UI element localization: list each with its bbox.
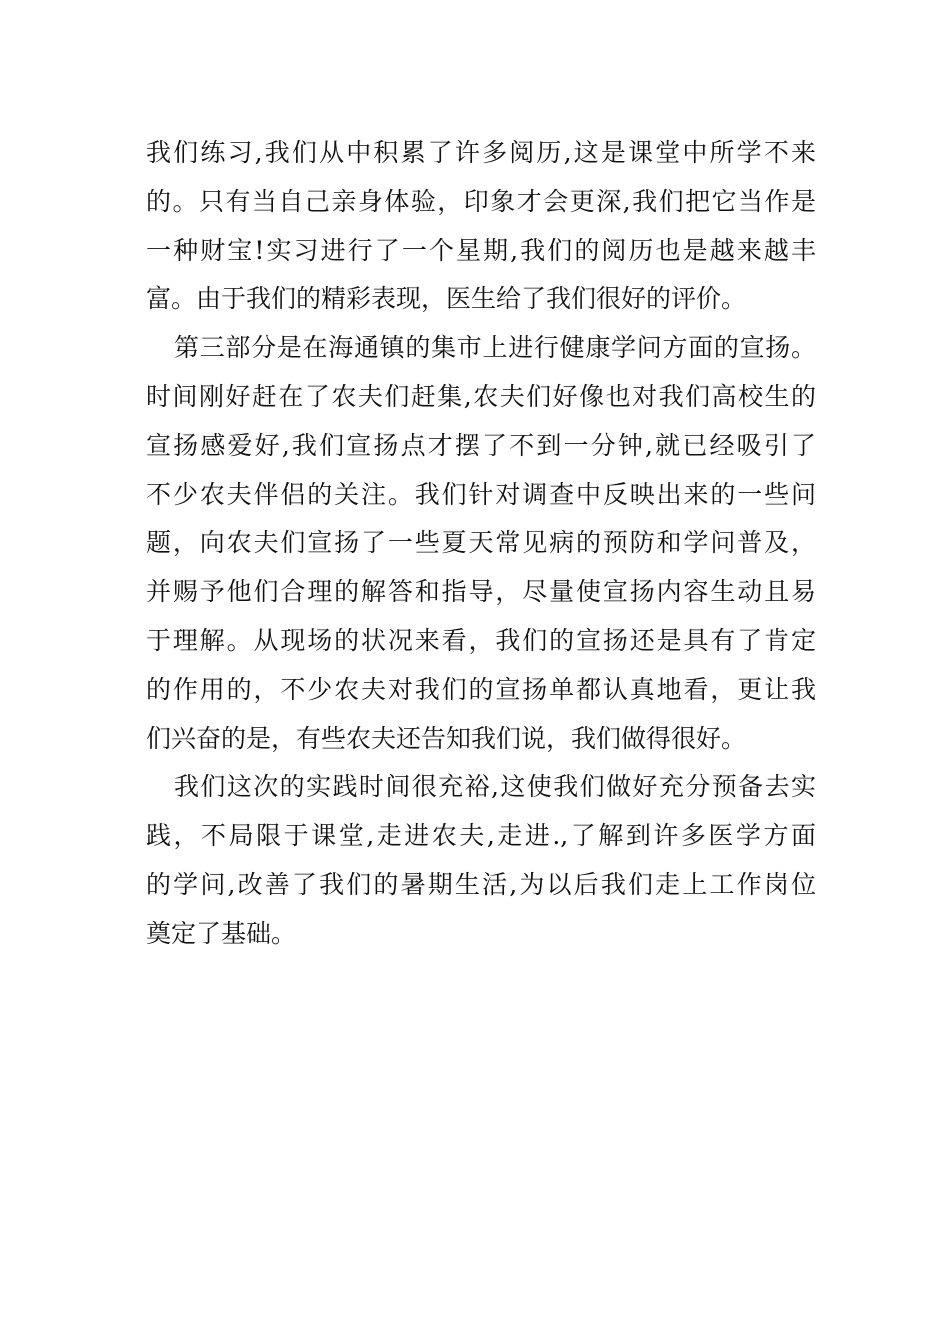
paragraph-1-line-2: 的。只有当自己亲身体验，印象才会更深,我们把它当作是 [146, 186, 816, 216]
paragraph-1-line-4: 富。由于我们的精彩表现，医生给了我们很好的评价。 [146, 284, 747, 314]
paragraph-2-line-2: 时间刚好赶在了农夫们赶集,农夫们好像也对我们高校生的 [146, 381, 816, 411]
paragraph-2-line-6: 并赐予他们合理的解答和指导，尽量使宣扬内容生动且易 [146, 577, 816, 607]
paragraph-2-line-3: 宣扬感爱好,我们宣扬点才摆了不到一分钟,就已经吸引了 [146, 430, 816, 460]
paragraph-1-line-1: 我们练习,我们从中积累了许多阅历,这是课堂中所学不来 [146, 138, 816, 167]
paragraph-3-line-4: 奠定了基础。 [146, 918, 297, 948]
paragraph-3-line-2: 践，不局限于课堂,走进农夫,走进.,了解到许多医学方面 [146, 821, 816, 851]
paragraph-3-line-3: 的学问,改善了我们的暑期生活,为以后我们走上工作岗位 [146, 869, 816, 899]
paragraph-2-line-5: 题，向农夫们宣扬了一些夏天常见病的预防和学问普及， [146, 528, 816, 558]
document-body [146, 129, 816, 959]
paragraph-2-line-8: 的作用的，不少农夫对我们的宣扬单都认真地看，更让我 [146, 674, 816, 704]
paragraph-2-line-7: 于理解。从现场的状况来看，我们的宣扬还是具有了肯定 [146, 625, 816, 655]
paragraph-2-line-9: 们兴奋的是，有些农夫还告知我们说，我们做得很好。 [146, 723, 747, 753]
paragraph-1-line-3: 一种财宝!实习进行了一个星期,我们的阅历也是越来越丰 [146, 235, 816, 265]
paragraph-2-line-1: 第三部分是在海通镇的集市上进行健康学问方面的宣扬。 [174, 333, 816, 363]
paragraph-3-line-1: 我们这次的实践时间很充裕,这使我们做好充分预备去实 [174, 772, 816, 802]
paragraph-2-line-4: 不少农夫伴侣的关注。我们针对调查中反映出来的一些问 [146, 479, 816, 509]
